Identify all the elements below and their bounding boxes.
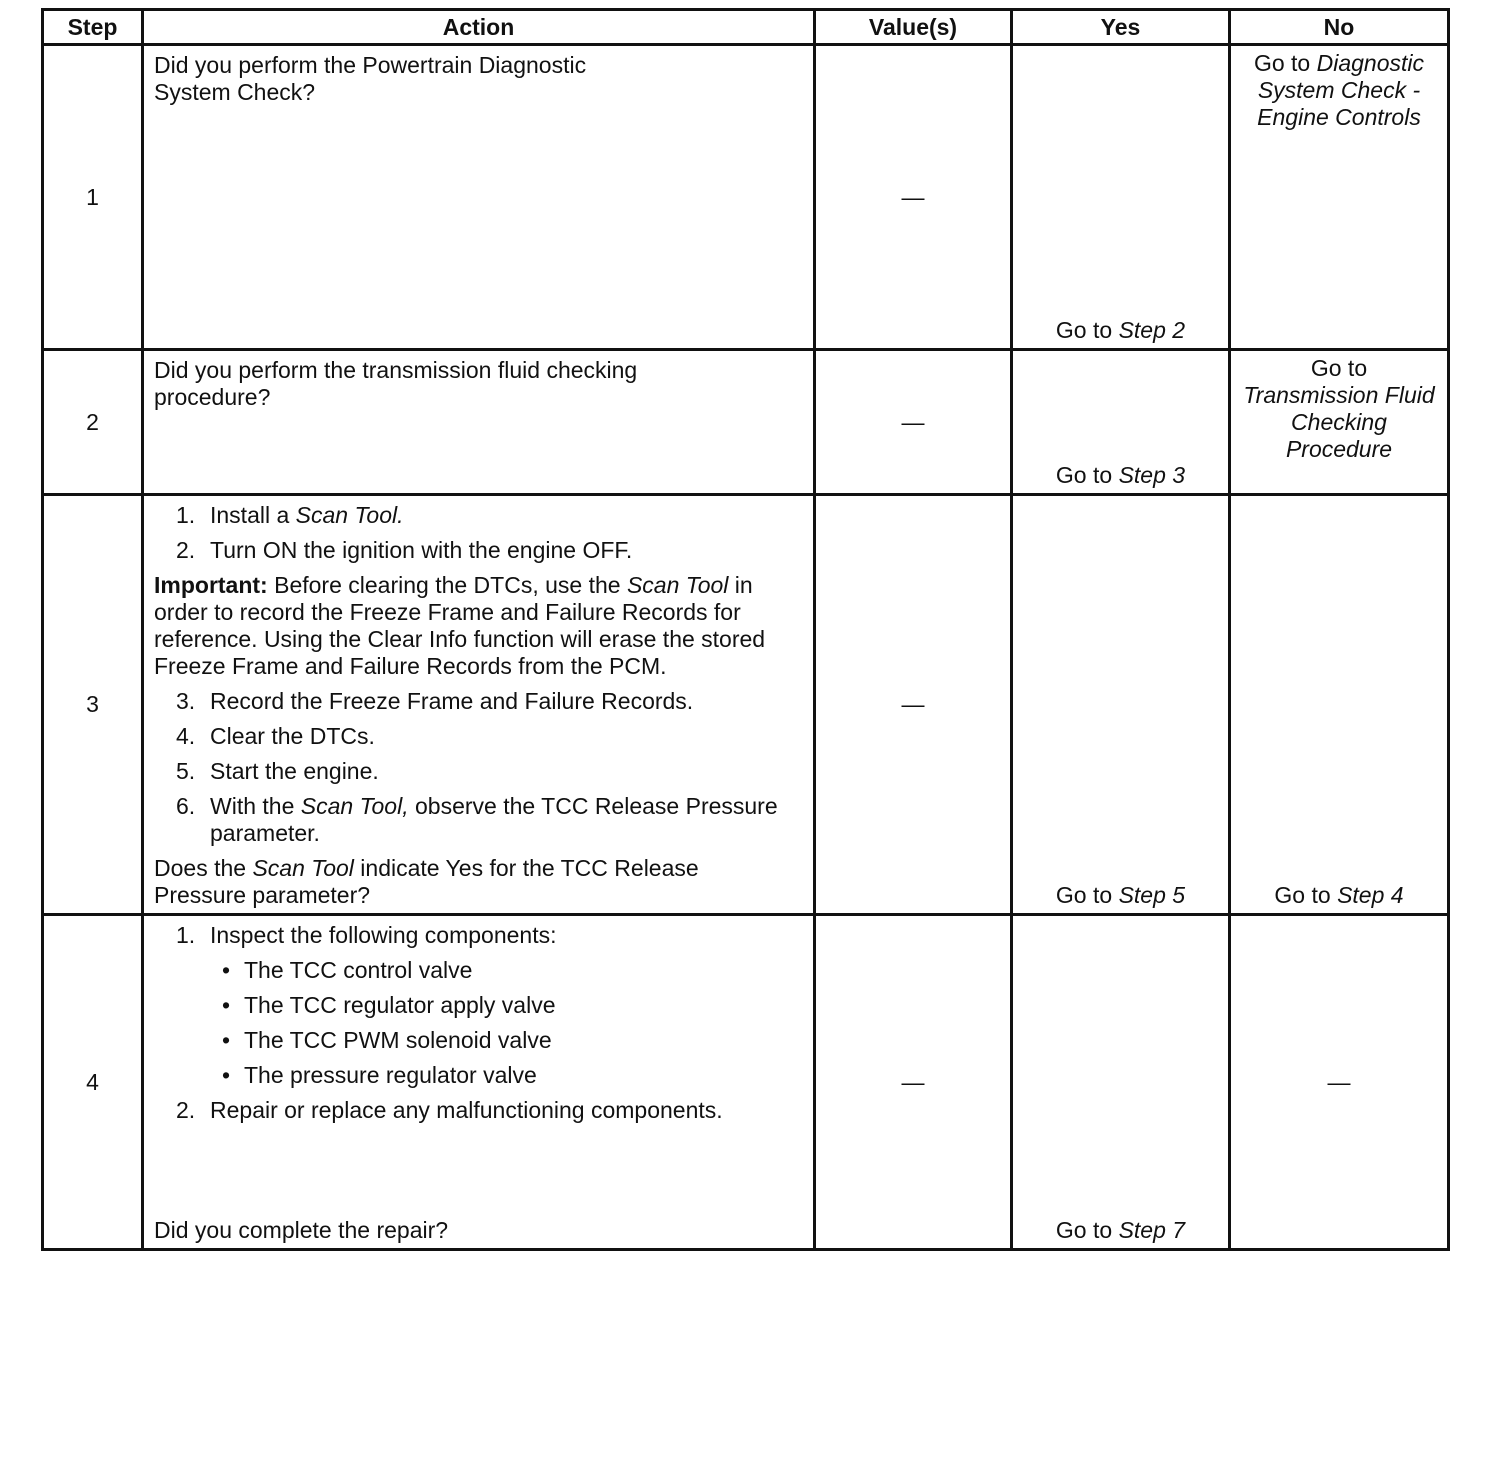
- action-cell: [143, 915, 815, 1250]
- yes-cell: [1012, 350, 1230, 495]
- table-row: [43, 350, 1449, 495]
- no-cell: [1230, 495, 1449, 915]
- yes-prefix: Go to: [1055, 882, 1119, 908]
- list-item: • The TCC control valve: [222, 957, 473, 983]
- list-item: 4. Clear the DTCs.: [176, 723, 375, 749]
- value-dash: —: [901, 691, 925, 717]
- list-item: 2. Repair or replace any malfunctioning components.: [176, 1097, 723, 1123]
- value-cell: [815, 495, 1012, 915]
- value-cell: [815, 45, 1012, 350]
- action-cell: [143, 350, 815, 495]
- value-dash: —: [901, 1068, 925, 1095]
- list-item: 6. With the Scan Tool, observe the TCC Release Pressure parameter.: [176, 793, 778, 846]
- bullet-icon: •: [222, 992, 231, 1018]
- list-item: • The TCC regulator apply valve: [222, 992, 556, 1018]
- no-link-fluid-checking-procedure[interactable]: Transmission Fluid Checking Procedure: [1243, 382, 1435, 462]
- bullet-icon: •: [222, 957, 231, 983]
- yes-prefix: Go to: [1055, 462, 1119, 488]
- bullet-icon: •: [222, 1027, 231, 1053]
- no-prefix: Go to: [1310, 355, 1368, 381]
- no-prefix: Go to: [1274, 882, 1338, 908]
- component-list: [210, 957, 797, 1089]
- step-number: 2: [43, 350, 143, 495]
- header-step: Step: [43, 10, 143, 45]
- important-label: Important:: [154, 572, 268, 598]
- no-cell: [1230, 45, 1449, 350]
- step-number: 4: [43, 915, 143, 1250]
- yes-cell: [1012, 915, 1230, 1250]
- action-question: Does the Scan Tool indicate Yes for the TCC Release Pressure parameter?: [154, 855, 699, 908]
- header-no: No: [1230, 10, 1449, 45]
- list-item: • The pressure regulator valve: [222, 1062, 537, 1088]
- no-link-step-4[interactable]: Step 4: [1337, 882, 1404, 908]
- header-row: [43, 10, 1449, 45]
- value-dash: —: [901, 408, 925, 435]
- list-item: 2. Turn ON the ignition with the engine OFF.: [176, 537, 633, 563]
- value-cell: [815, 350, 1012, 495]
- yes-link-step-2[interactable]: Step 2: [1118, 317, 1186, 343]
- list-item: 1. Inspect the following components: • The TCC control valve • The TCC regulator apply valve • The TCC PWM solenoid valve • The pressure regulator valve: [154, 922, 797, 1089]
- list-item: • The TCC PWM solenoid valve: [222, 1027, 552, 1053]
- list-item: 3. Record the Freeze Frame and Failure Records.: [176, 688, 694, 714]
- action-cell: [143, 495, 815, 915]
- value-dash: —: [901, 183, 925, 210]
- table-row: [43, 45, 1449, 350]
- header-yes: Yes: [1012, 10, 1230, 45]
- yes-link-step-7[interactable]: Step 7: [1118, 1217, 1186, 1243]
- step-list: [154, 502, 797, 564]
- table-row: [43, 915, 1449, 1250]
- list-item: 1. Install a Scan Tool.: [176, 502, 404, 528]
- step-list: [154, 922, 797, 1132]
- header-action: Action: [143, 10, 815, 45]
- value-cell: [815, 915, 1012, 1250]
- no-dash: —: [1327, 1068, 1351, 1095]
- yes-prefix: Go to: [1055, 1217, 1119, 1243]
- step-number: 3: [43, 495, 143, 915]
- step-list: [154, 688, 797, 847]
- action-question: Did you perform the transmission fluid checking procedure?: [154, 357, 638, 410]
- no-link-diagnostic-system-check[interactable]: Diagnostic System Check - Engine Controls: [1257, 50, 1425, 130]
- list-item: 5. Start the engine.: [176, 758, 379, 784]
- yes-cell: [1012, 495, 1230, 915]
- yes-link-step-3[interactable]: Step 3: [1118, 462, 1186, 488]
- action-cell: [143, 45, 815, 350]
- action-question: Did you perform the Powertrain Diagnostic System Check?: [154, 52, 587, 105]
- step-number: 1: [43, 45, 143, 350]
- no-cell: [1230, 915, 1449, 1250]
- yes-cell: [1012, 45, 1230, 350]
- table-row: [43, 495, 1449, 915]
- no-prefix: Go to: [1253, 50, 1317, 76]
- important-note: Important: Before clearing the DTCs, use the Scan Tool in order to record the Freeze Frame and Failure Records for reference. Using the Clear Info function will erase the stored Freeze Frame and Failure Records from the PCM.: [154, 572, 766, 679]
- no-cell: [1230, 350, 1449, 495]
- header-values: Value(s): [815, 10, 1012, 45]
- yes-prefix: Go to: [1055, 317, 1119, 343]
- bullet-icon: •: [222, 1062, 231, 1088]
- yes-link-step-5[interactable]: Step 5: [1118, 882, 1186, 908]
- action-question: Did you complete the repair?: [154, 1217, 449, 1243]
- diagnostic-table: [41, 8, 1450, 1251]
